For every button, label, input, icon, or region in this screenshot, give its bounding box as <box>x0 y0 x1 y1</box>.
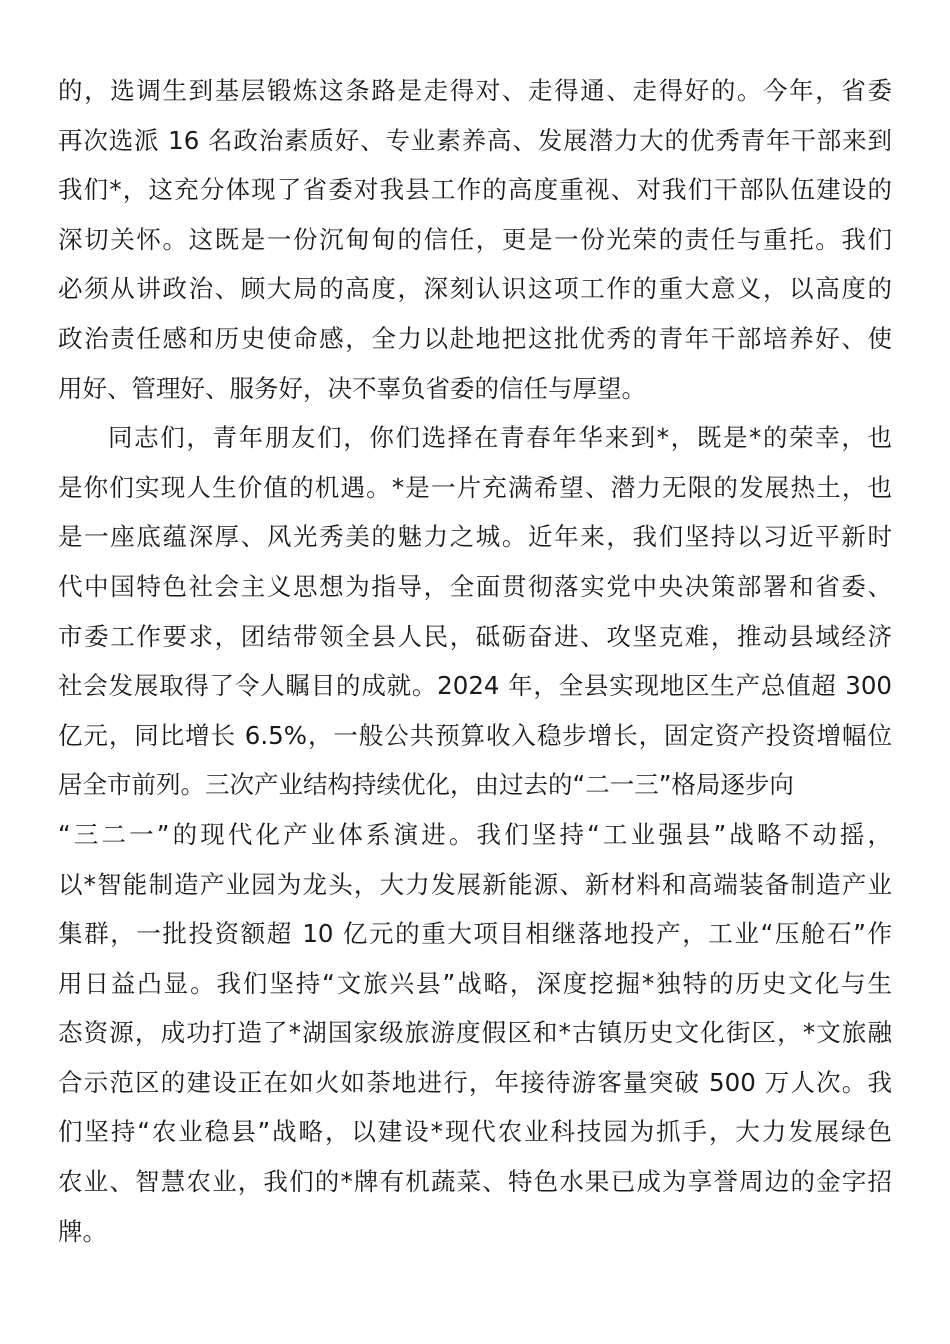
text-line: 政治责任感和历史使命感，全力以赴地把这批优秀的青年干部培养好、使 <box>58 323 892 353</box>
text-line: 亿元，同比增长 6.5%，一般公共预算收入稳步增长，固定资产投资增幅位 <box>58 720 892 750</box>
text-line: 农业、智慧农业，我们的*牌有机蔬菜、特色水果已成为享誉周边的金字招 <box>58 1167 892 1197</box>
text-line: “三二一”的现代化产业体系演进。我们坚持“工业强县”战略不动摇， <box>58 819 892 849</box>
text-line: 集群，一批投资额超 10 亿元的重大项目相继落地投产，工业“压舱石”作 <box>58 919 892 949</box>
text-line: 居全市前列。三次产业结构持续优化，由过去的“二一三”格局逐步向 <box>58 770 794 800</box>
text-line: 是一座底蕴深厚、风光秀美的魅力之城。近年来，我们坚持以习近平新时 <box>58 522 892 552</box>
text-line: 态资源，成功打造了*湖国家级旅游度假区和*古镇历史文化街区，*文旅融 <box>58 1018 892 1048</box>
text-line: 以*智能制造产业园为龙头，大力发展新能源、新材料和高端装备制造产业 <box>58 869 892 899</box>
text-line: 深切关怀。这既是一份沉甸甸的信任，更是一份光荣的责任与重托。我们 <box>58 224 892 254</box>
text-line: 牌。 <box>58 1216 107 1246</box>
text-line: 们坚持“农业稳县”战略，以建设*现代农业科技园为抓手，大力发展绿色 <box>58 1117 892 1147</box>
text-line: 社会发展取得了令人瞩目的成就。2024 年，全县实现地区生产总值超 300 <box>58 671 892 701</box>
document-page <box>58 66 892 1256</box>
text-line: 用好、管理好、服务好，决不辜负省委的信任与厚望。 <box>58 373 646 403</box>
text-line: 必须从讲政治、顾大局的高度，深刻认识这项工作的重大意义，以高度的 <box>58 274 892 304</box>
text-line: 用日益凸显。我们坚持“文旅兴县”战略，深度挖掘*独特的历史文化与生 <box>58 968 892 998</box>
text-line: 合示范区的建设正在如火如荼地进行，年接待游客量突破 500 万人次。我 <box>58 1067 892 1097</box>
text-line: 同志们，青年朋友们，你们选择在青春年华来到*，既是*的荣幸，也 <box>108 423 892 453</box>
paragraph-2 <box>58 413 892 1256</box>
text-line: 是你们实现人生价值的机遇。*是一片充满希望、潜力无限的发展热土，也 <box>58 472 892 502</box>
text-line: 我们*，这充分体现了省委对我县工作的高度重视、对我们干部队伍建设的 <box>58 175 892 205</box>
text-line: 市委工作要求，团结带领全县人民，砥砺奋进、攻坚克难，推动县域经济 <box>58 621 892 651</box>
text-line: 的，选调生到基层锻炼这条路是走得对、走得通、走得好的。今年，省委 <box>58 76 892 105</box>
text-line: 再次选派 16 名政治素质好、专业素养高、发展潜力大的优秀青年干部来到 <box>58 125 892 155</box>
paragraph-1 <box>58 66 892 413</box>
text-line: 代中国特色社会主义思想为指导，全面贯彻落实党中央决策部署和省委、 <box>58 571 892 601</box>
